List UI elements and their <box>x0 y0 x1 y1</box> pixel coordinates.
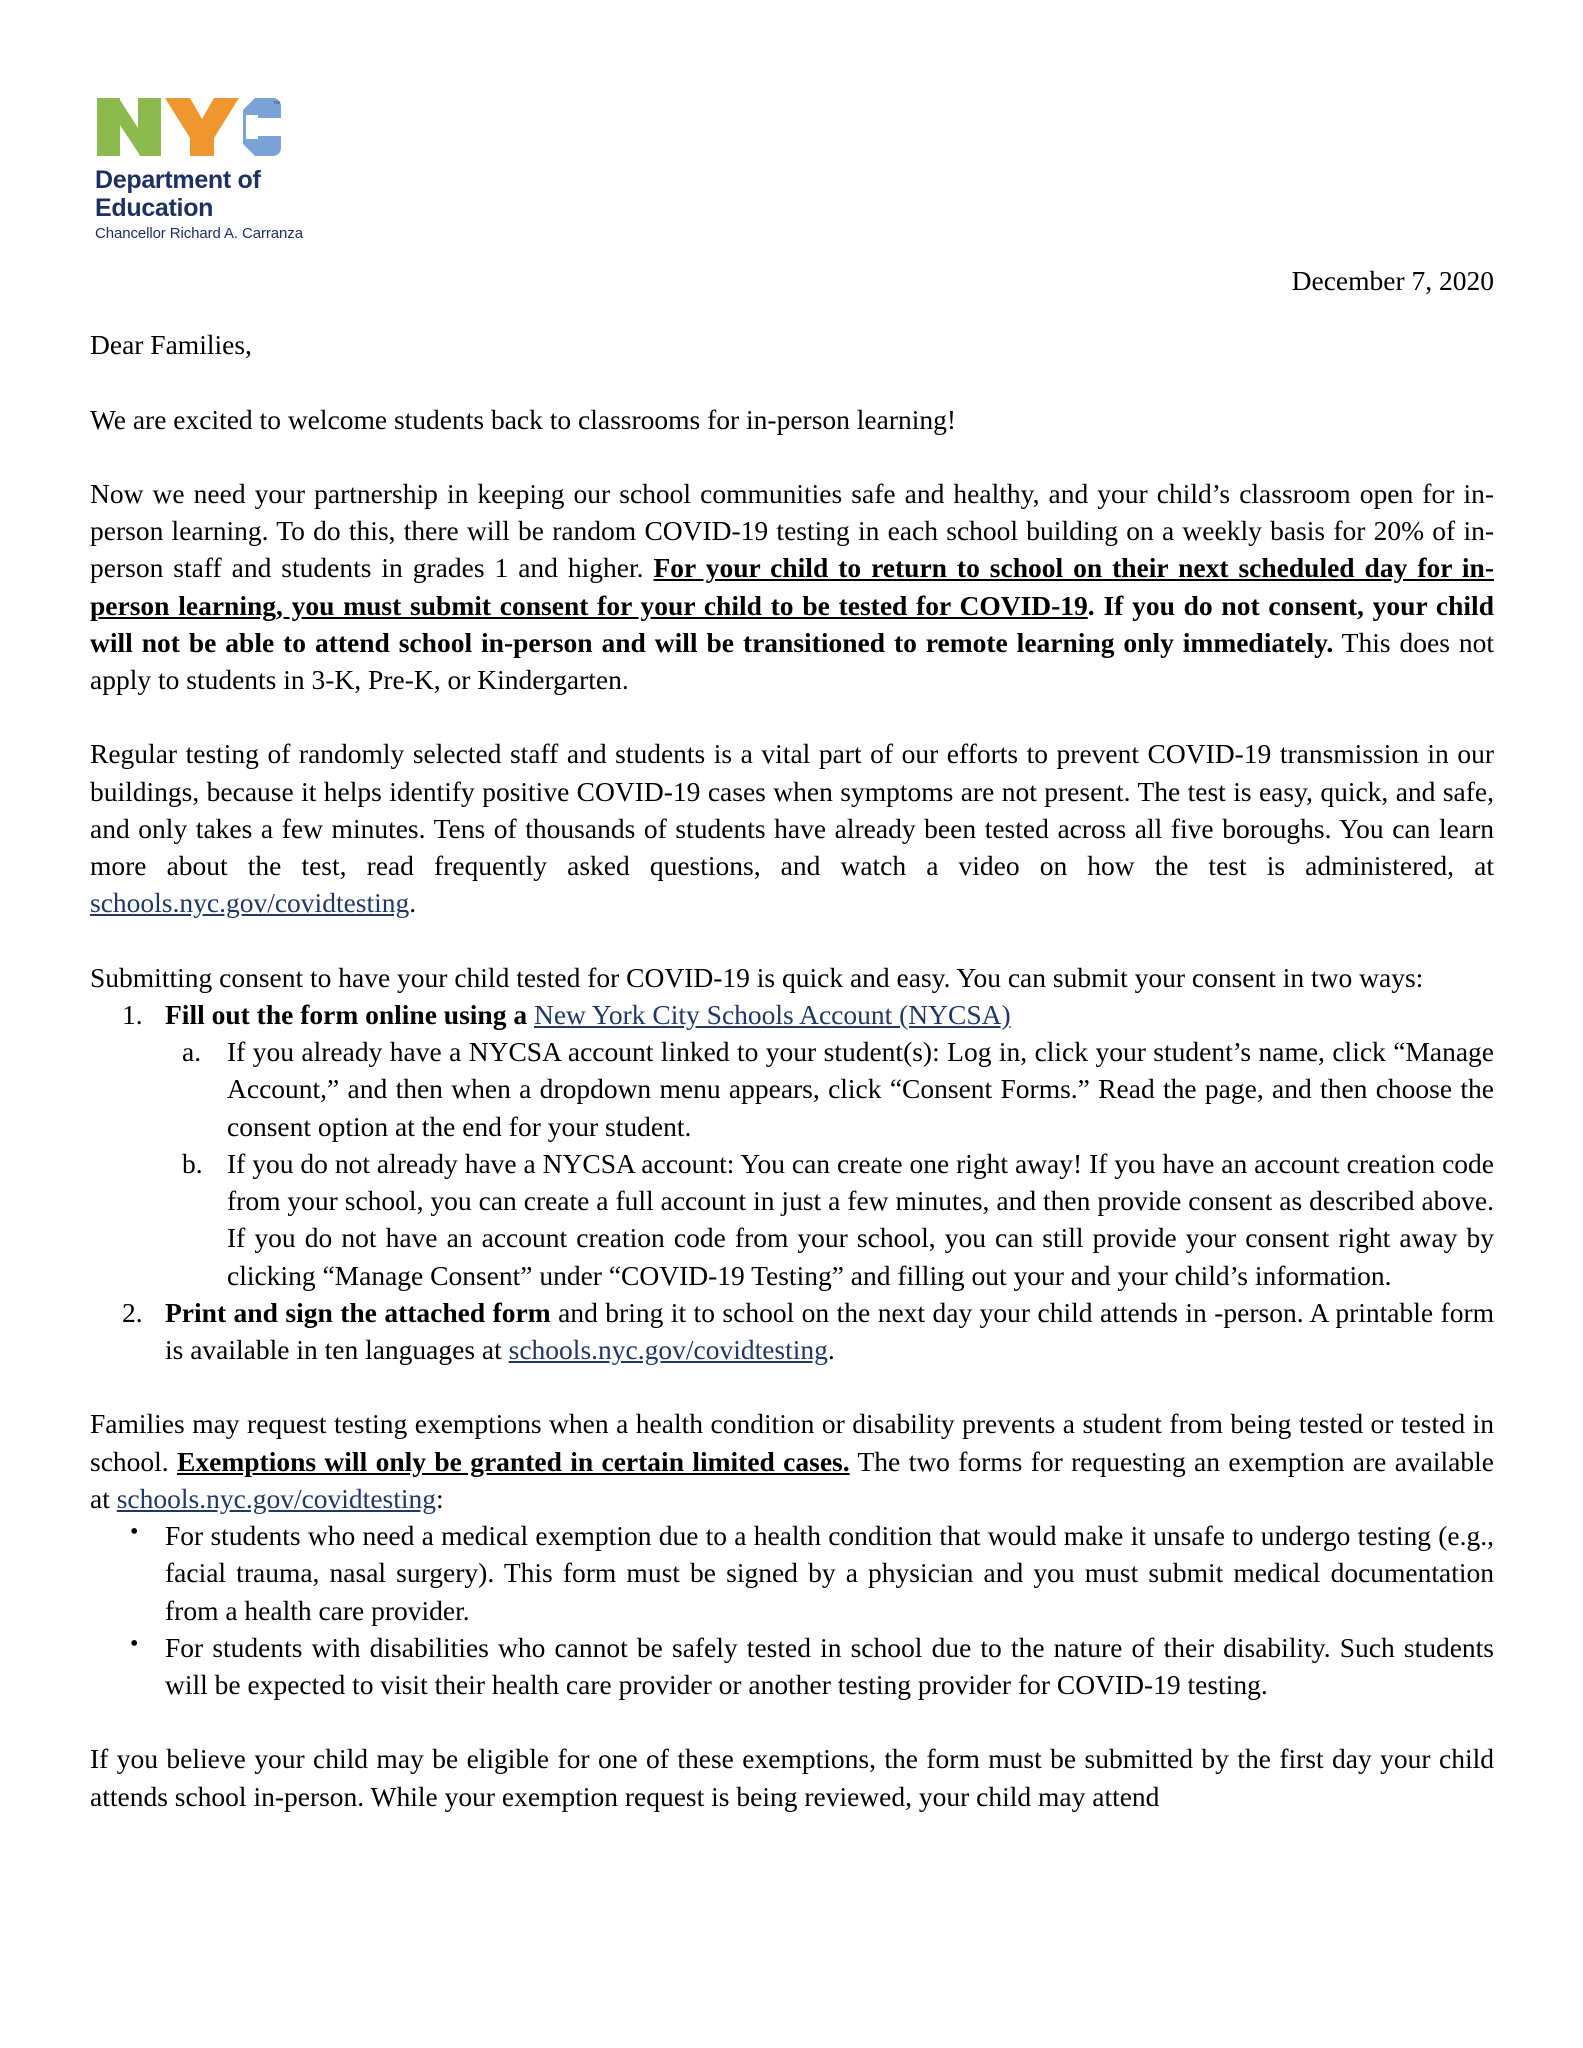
list-marker-1: 1. <box>122 998 143 1030</box>
letter-date: December 7, 2020 <box>1291 265 1494 296</box>
exemptions-text-3: : <box>436 1482 444 1514</box>
list-marker-1a: a. <box>182 1036 202 1067</box>
link-nycsa[interactable]: New York City Schools Account (NYCSA) <box>533 998 1011 1030</box>
list-item-1 <box>90 996 1494 1294</box>
bullet-marker-1: • <box>130 1519 139 1545</box>
consent-sub-list <box>165 1033 1494 1294</box>
regular-testing-text-1: Regular testing of randomly selected staff and students is a vital part of our efforts to prevent COVID-19 transmission in our buildings, because it helps identify positive COVID-19 cases when symptoms are not present. The test is easy, quick, and safe, and only takes a few minutes. Tens of thousands of students have already been tested across all five boroughs. You can learn more about the test, read frequently asked questions, and watch a video on how the test is administered, at <box>90 738 1494 881</box>
item-2-text-1: and bring it to school on the next day your child attends in -person. A printable form is available in ten languages at <box>165 1296 1494 1365</box>
bullet-item-2-text: For students with disabilities who cannot be safely tested in school due to the nature of their disability. Such students will be expected to visit their health care provider or another testing provider for COVID-19 testing. <box>165 1631 1494 1700</box>
paragraph-final: If you believe your child may be eligible for one of these exemptions, the form must be submitted by the first day your child attends school in-person. While your exemption request is being reviewed, your child may attend <box>90 1743 1494 1812</box>
consent-options-list <box>90 996 1494 1369</box>
exemptions-text-1: Families may request testing exemptions when a health condition or disability prevents a student from being tested or tested in school. <box>90 1408 1494 1477</box>
link-covidtesting-1[interactable]: schools.nyc.gov/covidtesting <box>90 887 410 919</box>
paragraph-partnership <box>90 475 1494 699</box>
list-item-1a <box>165 1033 1494 1145</box>
list-marker-2: 2. <box>122 1296 143 1328</box>
salutation: Dear Families, <box>90 329 252 361</box>
bullet-marker-2: • <box>130 1630 139 1657</box>
paragraph-submitting: Submitting consent to have your child tested for COVID-19 is quick and easy. You can submit your consent in two ways: <box>90 961 1424 993</box>
list-marker-1b: b. <box>182 1147 203 1179</box>
item-2-text-2: . <box>827 1334 835 1365</box>
list-item-1b <box>165 1145 1494 1294</box>
letterhead <box>95 96 395 242</box>
list-item-2 <box>90 1294 1494 1369</box>
bullet-item-1-text: For students who need a medical exemption due to a health condition that would make it unsafe to undergo testing (e.g., facial trauma, nasal surgery). This form must be signed by a physician and you must submit medical documentation from a health care provider. <box>165 1520 1494 1626</box>
paragraph-exemptions <box>90 1405 1494 1517</box>
link-covidtesting-2[interactable]: schools.nyc.gov/covidtesting <box>508 1334 828 1365</box>
bullet-item-disability <box>90 1629 1494 1704</box>
item-2-bold-lead: Print and sign the attached form <box>165 1296 551 1328</box>
nyc-doe-logo-icon <box>95 96 283 158</box>
item-1a-text: If you already have a NYCSA account linked to your student(s): Log in, click your student’s name, click “Manage Account,” and then when a dropdown menu appears, click “Consent Forms.” Read the page, and then choose the consent option at the end for your student. <box>227 1036 1494 1142</box>
link-covidtesting-3[interactable]: schools.nyc.gov/covidtesting <box>116 1482 437 1514</box>
item-1-bold-lead: Fill out the form online using a <box>165 998 534 1030</box>
regular-testing-text-2: . <box>409 887 417 919</box>
paragraph-regular-testing <box>90 735 1494 921</box>
bullet-item-medical <box>90 1517 1494 1629</box>
logo-education-line: Education <box>95 193 214 222</box>
item-1b-text: If you do not already have a NYCSA account: You can create one right away! If you have an account creation code from your school, you can create a full account in just a few minutes, and then provide consent as described above. If you do not have an account creation code from your school, you can still provide your consent right away by clicking “Manage Consent” under “COVID-19 Testing” and filling out your and your child’s information. <box>227 1147 1494 1291</box>
exemptions-bold-underline: Exemptions will only be granted in certain limited cases. <box>177 1445 850 1477</box>
logo-chancellor-line: Chancellor Richard A. Carranza <box>95 225 303 242</box>
logo-wordmark <box>95 167 395 222</box>
partnership-bold: . If you do not consent, your child will not be able to attend school in-person and will be transitioned to remote learning only immediately. <box>90 589 1494 658</box>
letter-body <box>90 262 1494 1815</box>
exemption-types-list <box>90 1517 1494 1703</box>
partnership-bold-underline: For your child to return to school on their next scheduled day for in-person learning, you must submit consent for your child to be tested for COVID-19 <box>90 552 1494 621</box>
partnership-text-1: Now we need your partnership in keeping our school communities safe and healthy, and your child’s classroom open for in-person learning. To do this, there will be random COVID-19 testing in each school building on a weekly basis for 20% of in-person staff and students in grades 1 and higher. <box>90 477 1494 584</box>
logo-department-line: Department of <box>95 166 261 194</box>
partnership-text-2: This does not apply to students in 3-K, Pre-K, or Kindergarten. <box>90 626 1494 695</box>
svg-text:™: ™ <box>273 101 280 108</box>
exemptions-text-2: The two forms for requesting an exemption are available at <box>90 1445 1494 1514</box>
paragraph-welcome: We are excited to welcome students back to classrooms for in-person learning! <box>90 403 957 435</box>
